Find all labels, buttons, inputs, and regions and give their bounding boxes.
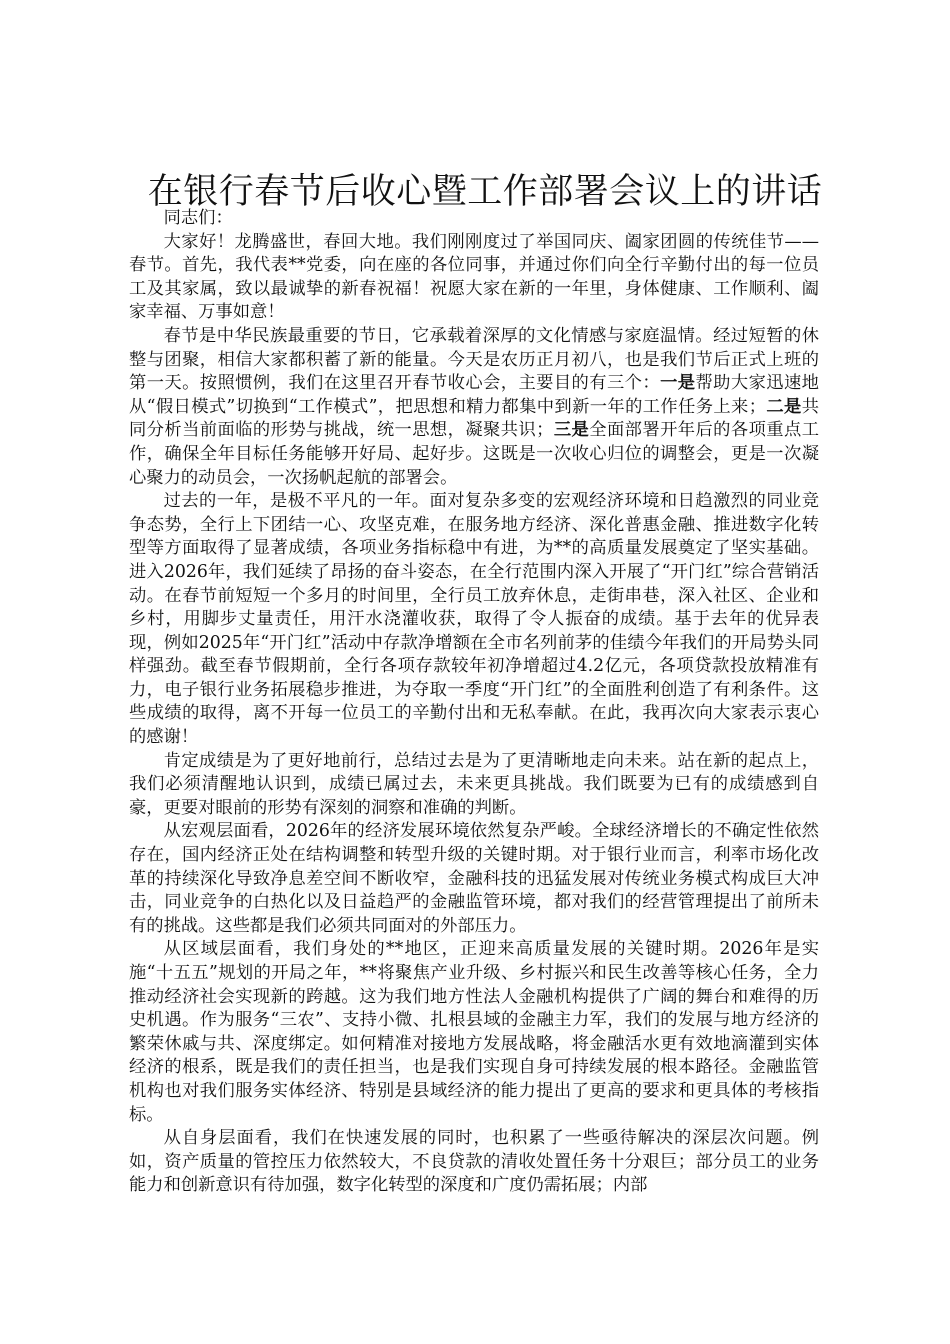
body-paragraph	[129, 490, 819, 750]
emphasis-text: 二是	[765, 396, 802, 417]
paragraph-text: 春节是中华民族最重要的节日，它承载着深厚的文化情感与家庭温情。经过短暂的休整与团聚，相信大家都积蓄了新的能量。今天是农历正月初八，也是我们节后正式上班的第一天。按照惯例，我们在这里召开春节收心会，主要目的有三个：	[129, 325, 819, 394]
paragraph-text: 大家好！龙腾盛世，春回大地。我们刚刚度过了举国同庆、阖家团圆的传统佳节——春节。首先，我代表**党委，向在座的各位同事，并通过你们向全行辛勤付出的每一位员工及其家属，致以最诚挚的新春祝福！祝愿大家在新的一年里，身体健康、工作顺利、阖家幸福、万事如意！	[129, 231, 819, 323]
paragraph-text: 从自身层面看，我们在快速发展的同时，也积累了一些亟待解决的深层次问题。例如，资产质量的管控压力依然较大，不良贷款的清收处置任务十分艰巨；部分员工的业务能力和创新意识有待加强，数字化转型的深度和广度仍需拓展；内部	[129, 1128, 819, 1196]
body-paragraph	[129, 938, 819, 1127]
body-paragraph	[129, 820, 819, 938]
paragraph-text: 从区域层面看，我们身处的**地区，正迎来高质量发展的关键时期。2026年是实施“十五五”规划的开局之年，**将聚焦产业升级、乡村振兴和民生改善等核心任务，全力推动经济社会实现新的跨越。这为我们地方性法人金融机构提供了广阔的舞台和难得的历史机遇。作为服务“三农”、支持小微、扎根县域的金融主力军，我们的发展与地方经济的繁荣休戚与共、深度绑定。如何精准对接地方发展战略，将金融活水更有效地滴灌到实体经济的根系，既是我们的责任担当，也是我们实现自身可持续发展的根本路径。金融监管机构也对我们服务实体经济、特别是县域经济的能力提出了更高的要求和更具体的考核指标。	[129, 939, 819, 1125]
document-body	[129, 207, 819, 1198]
paragraph-text: 过去的一年，是极不平凡的一年。面对复杂多变的宏观经济环境和日趋激烈的同业竞争态势，全行上下团结一心、攻坚克难，在服务地方经济、深化普惠金融、推进数字化转型等方面取得了显著成绩，各项业务指标稳中有进，为**的高质量发展奠定了坚实基础。进入2026年，我们延续了昂扬的奋斗姿态，在全行范围内深入开展了“开门红”综合营销活动。在春节前短短一个多月的时间里，全行员工放弃休息，走街串巷，深入社区、企业和乡村，用脚步丈量责任，用汗水浇灌收获，取得了令人振奋的成绩。基于去年的优异表现，例如2025年“开门红”活动中存款净增额在全市名列前茅的佳绩今年我们的开局势头同样强劲。截至春节假期前，全行各项存款较年初净增超过4.2亿元，各项贷款投放精准有力，电子银行业务拓展稳步推进，为夺取一季度“开门红”的全面胜利创造了有利条件。这些成绩的取得，离不开每一位员工的辛勤付出和无私奉献。在此，我再次向大家表示衷心的感谢！	[129, 491, 819, 748]
paragraph-text: 全面部署开年后的各项重点工作，确保全年目标任务能够开好局、起好步。这既是一次收心归位的调整会，更是一次凝心聚力的动员会，一次扬帆起航的部署会。	[129, 420, 819, 488]
paragraph-text: 共同分析当前面临的形势与挑战，统一思想，凝聚共识；	[129, 396, 819, 441]
body-paragraph	[129, 750, 819, 821]
emphasis-text: 一是	[660, 373, 696, 394]
paragraph-text: 从宏观层面看，2026年的经济发展环境依然复杂严峻。全球经济增长的不确定性依然存在，国内经济正处在结构调整和转型升级的关键时期。对于银行业而言，利率市场化改革的持续深化导致净息差空间不断收窄，金融科技的迅猛发展对传统业务模式构成巨大冲击，同业竞争的白热化以及日益趋严的金融监管环境，都对我们的经营管理提出了前所未有的挑战。这些都是我们必须共同面对的外部压力。	[129, 821, 819, 936]
document-title: 在银行春节后收心暨工作部署会议上的讲话	[147, 172, 823, 212]
paragraph-text: 帮助大家迅速地从“假日模式”切换到“工作模式”，把思想和精力都集中到新一年的工作任务上来；	[129, 373, 819, 417]
body-paragraph	[129, 1127, 819, 1198]
body-paragraph	[129, 325, 819, 490]
body-paragraph	[129, 231, 819, 325]
salutation: 同志们：	[163, 208, 233, 228]
paragraph-text: 肯定成绩是为了更好地前行，总结过去是为了更清晰地走向未来。站在新的起点上，我们必须清醒地认识到，成绩已属过去，未来更具挑战。我们既要为已有的成绩感到自豪，更要对眼前的形势有深刻的洞察和准确的判断。	[129, 750, 819, 818]
emphasis-text: 三是	[553, 420, 590, 441]
